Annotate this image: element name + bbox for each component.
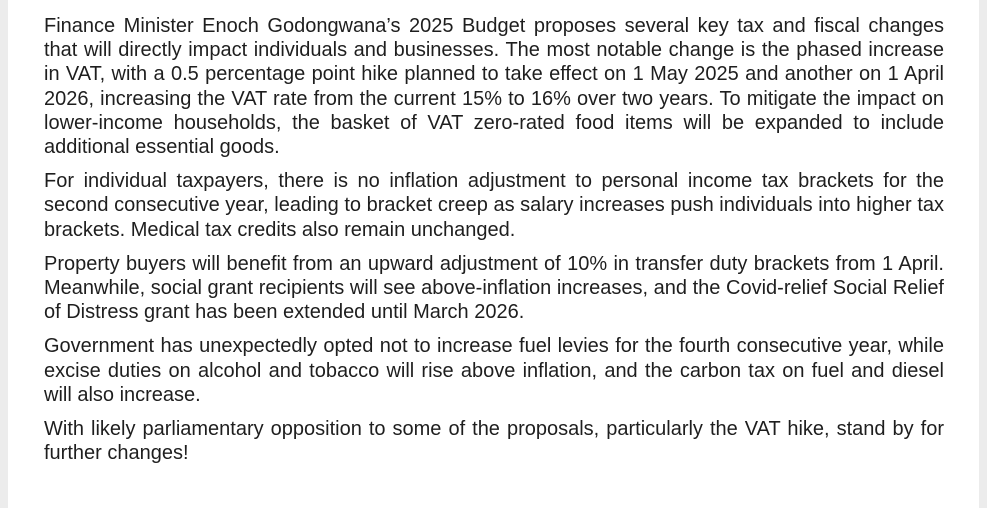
paragraph-vat-overview: Finance Minister Enoch Godongwana’s 2025 Budget proposes several key tax and fiscal changes that will directly impact individuals and businesses. The most notable change is the phased increase in VAT, with a 0.5 percentage point hike planned to take effect on 1 May 2025 and another on 1 April 2026, increasing the VAT rate from the current 15% to 16% over two years. To mitigate the impact on lower-income households, the basket of VAT zero-rated food items will be expanded to include additional essential goods.: [44, 15, 944, 159]
paragraph-individual-taxpayers: For individual taxpayers, there is no inflation adjustment to personal income tax brackets for the second consecutive year, leading to bracket creep as salary increases push individuals into higher tax brackets. Medical tax credits also remain unchanged.: [44, 170, 944, 241]
paragraph-closing-note: With likely parliamentary opposition to some of the proposals, particularly the VAT hike, stand by for further changes!: [44, 418, 944, 465]
article-body: [44, 14, 944, 475]
paragraph-property-and-grants: Property buyers will benefit from an upward adjustment of 10% in transfer duty brackets from 1 April. Meanwhile, social grant recipients will see above-inflation increases, and the Covid-relief Social Relief of Distress grant has been extended until March 2026.: [44, 252, 944, 324]
paragraph-fuel-and-excise: Government has unexpectedly opted not to increase fuel levies for the fourth consecutive year, while excise duties on alcohol and tobacco will rise above inflation, and the carbon tax on fuel and diesel will also increase.: [44, 335, 944, 406]
document-page: [8, 0, 979, 508]
